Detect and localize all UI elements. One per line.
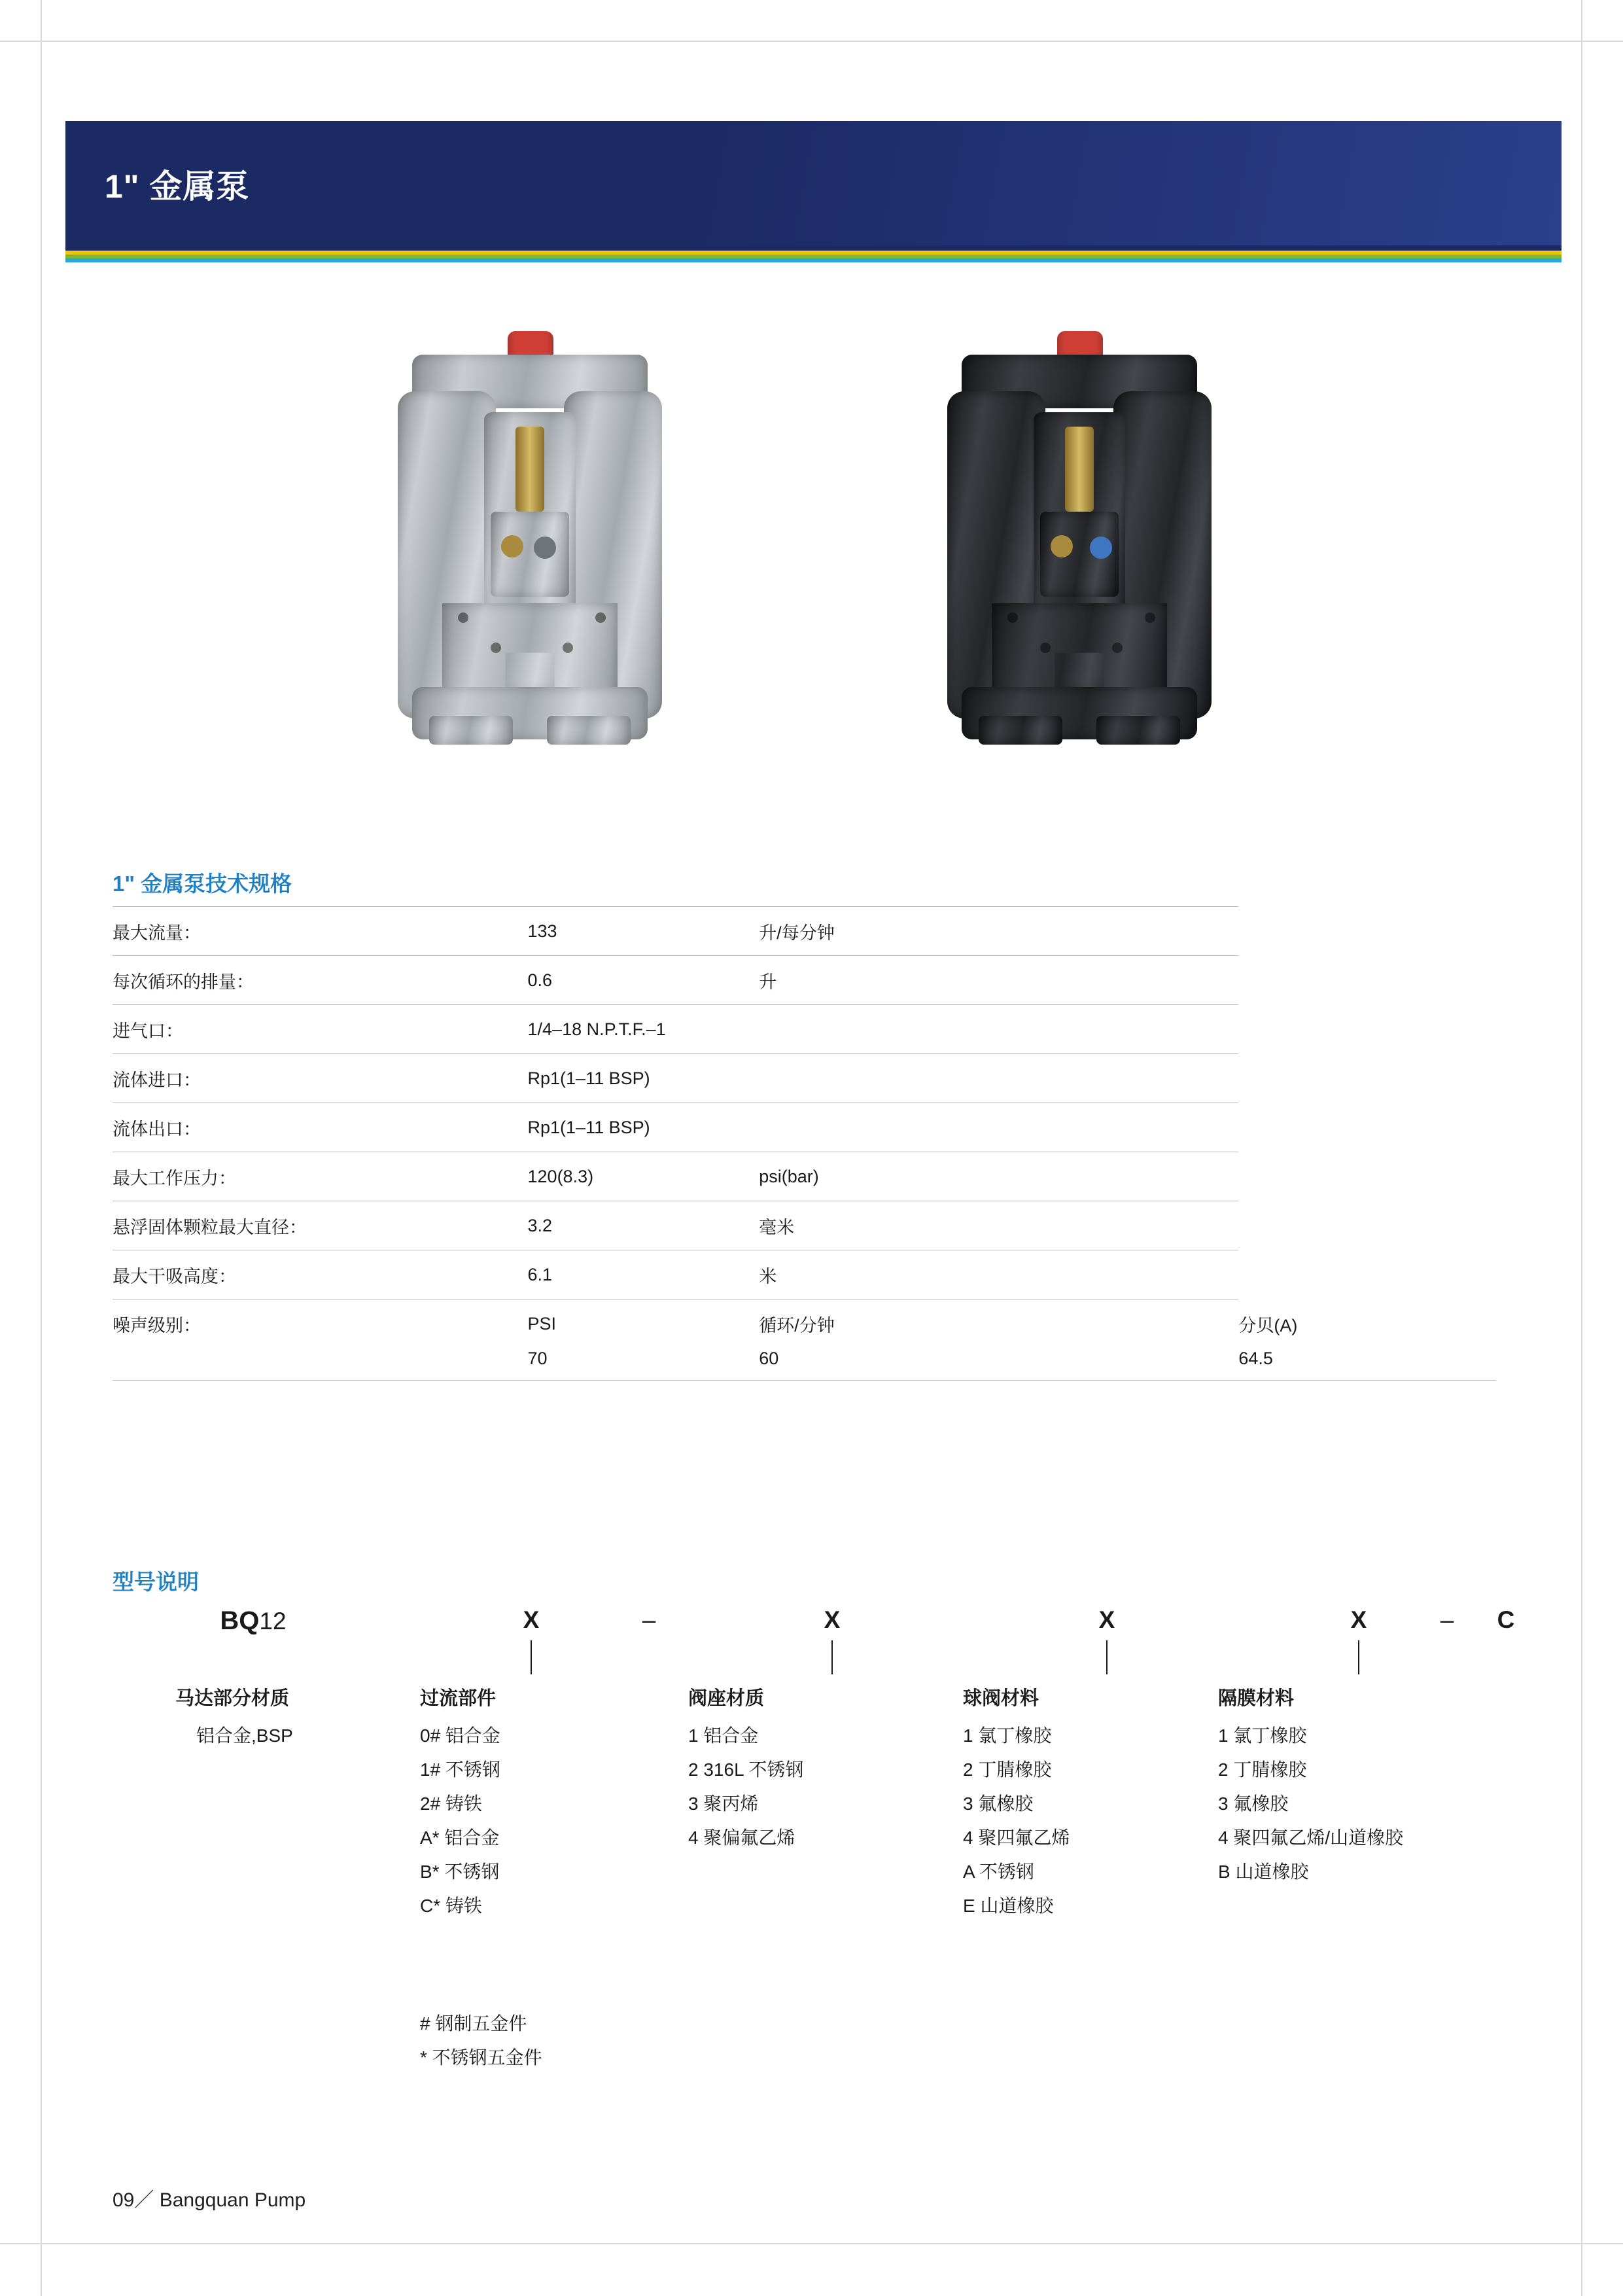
model-footnotes: [420, 2007, 542, 2075]
list-item: 2 丁腈橡胶: [1218, 1759, 1307, 1780]
model-column-title-wetted: 过流部件: [420, 1688, 497, 1709]
model-column-list-diaphragm: [1218, 1719, 1403, 1889]
page-title: 1" 金属泵: [105, 168, 250, 205]
model-code-dash1: –: [642, 1606, 656, 1633]
model-code-block: [113, 1606, 1515, 2143]
list-item: 2 316L 不锈钢: [688, 1759, 804, 1780]
list-item: 3 聚丙烯: [688, 1793, 759, 1814]
noise-value-psi: 70: [528, 1343, 759, 1381]
spec-label: 每次循环的排量：: [113, 956, 528, 1005]
list-item: A 不锈钢: [963, 1862, 1034, 1882]
rule-blue: [65, 258, 1562, 262]
code-connector-line: [531, 1640, 532, 1674]
list-item: 铝合金,BSP: [196, 1725, 293, 1746]
table-row: [113, 1054, 1496, 1103]
list-item: 3 氟橡胶: [963, 1793, 1034, 1814]
list-item: 2 丁腈橡胶: [963, 1759, 1052, 1780]
list-item: 1 氯丁橡胶: [1218, 1725, 1307, 1746]
noise-value-db: 64.5: [1238, 1343, 1496, 1381]
model-code-x3: X: [1098, 1606, 1115, 1633]
list-item: B* 不锈钢: [420, 1862, 500, 1882]
page-footer: [113, 2183, 305, 2212]
table-row: [113, 1103, 1496, 1152]
footer-brand: Bangquan Pump: [159, 2189, 306, 2211]
code-connector-line: [1106, 1640, 1108, 1674]
spec-label: 流体进口：: [113, 1054, 528, 1103]
page-number: 09: [113, 2189, 135, 2211]
list-item: C* 铸铁: [420, 1896, 482, 1916]
list-item: 1 氯丁橡胶: [963, 1725, 1052, 1746]
table-row: [113, 1250, 1496, 1299]
spec-label: 进气口：: [113, 1005, 528, 1054]
spec-unit: 米: [759, 1250, 1238, 1299]
model-code-x2: X: [824, 1606, 841, 1633]
model-column-list-ball: [963, 1719, 1070, 1923]
model-code-x4: X: [1350, 1606, 1367, 1633]
model-section-heading: 型号说明: [113, 1570, 199, 1594]
noise-spacer: [113, 1343, 528, 1381]
code-connector-line: [1358, 1640, 1359, 1674]
code-connector-line: [831, 1640, 833, 1674]
noise-label: 噪声级别：: [113, 1316, 201, 1335]
table-row: [113, 1201, 1496, 1250]
spec-label: 最大流量：: [113, 907, 528, 956]
trim-mark-bottom: [0, 2243, 1623, 2244]
table-row: [113, 907, 1496, 956]
noise-value-row: [113, 1343, 1496, 1381]
list-item: E 山道橡胶: [963, 1896, 1054, 1916]
list-item: 1# 不锈钢: [420, 1759, 500, 1780]
list-item: A* 铝合金: [420, 1828, 500, 1848]
spec-value: Rp1(1–11 BSP): [528, 1103, 759, 1152]
model-code-suffix: C: [1497, 1606, 1515, 1633]
spec-value: 133: [528, 907, 759, 956]
spec-value: 0.6: [528, 956, 759, 1005]
spec-unit: 升: [759, 956, 1238, 1005]
spec-label: 最大干吸高度：: [113, 1250, 528, 1299]
list-item: 3 氟橡胶: [1218, 1793, 1289, 1814]
trim-mark-top: [0, 41, 1623, 42]
noise-value-cycles: 60: [759, 1343, 1238, 1381]
footnote-steel-hardware: # 钢制五金件: [420, 2013, 527, 2034]
noise-header-db: 分贝(A): [1238, 1315, 1298, 1335]
noise-header-psi: PSI: [527, 1314, 557, 1333]
model-code-bq: BQ: [220, 1606, 260, 1635]
model-column-title-ball: 球阀材料: [963, 1688, 1039, 1709]
specification-table: [113, 906, 1496, 1381]
model-column-title-motor: 马达部分材质: [175, 1688, 290, 1709]
spec-unit: [759, 1054, 1238, 1103]
noise-header-cycles: 循环/分钟: [759, 1316, 835, 1335]
list-item: 0# 铝合金: [420, 1725, 500, 1746]
spec-unit: [759, 1005, 1238, 1054]
product-image-row: [314, 314, 1335, 831]
pump-image-stainless: [373, 314, 687, 831]
model-column-title-seat: 阀座材质: [688, 1688, 765, 1709]
spec-value: 120(8.3): [528, 1152, 759, 1201]
header-band: [65, 121, 1562, 245]
list-item: 2# 铸铁: [420, 1793, 482, 1814]
model-column-list-seat: [688, 1719, 803, 1855]
list-item: 4 聚四氟乙烯/山道橡胶: [1218, 1828, 1404, 1848]
footer-separator: ／: [134, 2189, 154, 2211]
list-item: B 山道橡胶: [1218, 1862, 1309, 1882]
spec-label: 悬浮固体颗粒最大直径：: [113, 1201, 528, 1250]
spec-unit: psi(bar): [759, 1152, 1238, 1201]
model-column-list-wetted: [420, 1719, 500, 1923]
model-code-dash2: –: [1440, 1606, 1454, 1633]
spec-label: 最大工作压力：: [113, 1152, 528, 1201]
trim-mark-right: [1581, 0, 1582, 2296]
spec-value: 3.2: [528, 1201, 759, 1250]
spec-value: 1/4–18 N.P.T.F.–1: [528, 1005, 759, 1054]
table-row: [113, 956, 1496, 1005]
model-code-size: 12: [259, 1608, 287, 1634]
spec-label: 流体出口：: [113, 1103, 528, 1152]
table-row: [113, 1005, 1496, 1054]
model-code-x1: X: [523, 1606, 540, 1633]
spec-value: Rp1(1–11 BSP): [528, 1054, 759, 1103]
model-column-title-diaphragm: 隔膜材料: [1218, 1688, 1295, 1709]
list-item: 1 铝合金: [688, 1725, 759, 1746]
list-item: 4 聚四氟乙烯: [963, 1828, 1070, 1848]
header-rule-stack: [65, 245, 1562, 262]
trim-mark-left: [41, 0, 42, 2296]
rule-dark: [65, 245, 1562, 251]
spec-value: 6.1: [528, 1250, 759, 1299]
footnote-stainless-hardware: * 不锈钢五金件: [420, 2047, 542, 2068]
model-code-row: [113, 1606, 1515, 1652]
model-column-list-motor: [196, 1719, 293, 1753]
spec-section-heading: 1" 金属泵技术规格: [113, 872, 292, 896]
noise-header-row: [113, 1299, 1496, 1344]
list-item: 4 聚偏氟乙烯: [688, 1828, 795, 1848]
pump-image-cast-iron: [922, 314, 1236, 831]
spec-unit: [759, 1103, 1238, 1152]
spec-unit: 毫米: [759, 1201, 1238, 1250]
model-code-prefix: [178, 1606, 328, 1636]
spec-unit: 升/每分钟: [759, 907, 1238, 956]
table-row: [113, 1152, 1496, 1201]
